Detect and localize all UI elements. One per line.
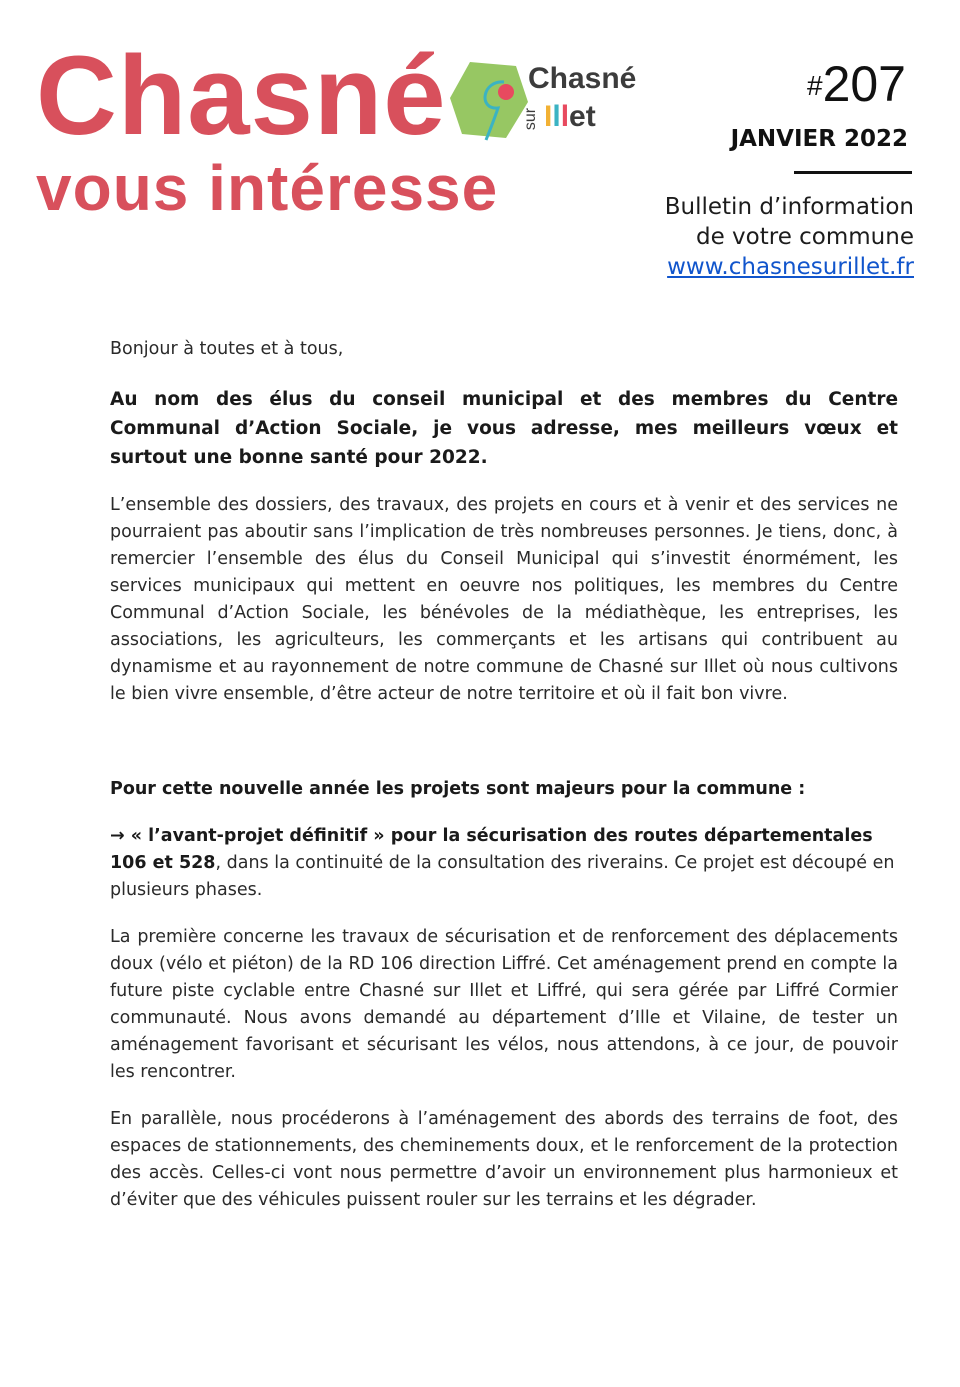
header-divider bbox=[794, 171, 912, 174]
masthead-title bbox=[36, 33, 499, 224]
bulletin-header bbox=[0, 0, 960, 300]
logo-letter: t bbox=[585, 100, 596, 133]
logo-letter: e bbox=[569, 100, 586, 133]
logo-word-illet bbox=[544, 100, 596, 134]
issue-number-value: 207 bbox=[822, 56, 906, 112]
hexagon-logo-icon bbox=[448, 58, 530, 144]
issue-date: JANVIER 2022 bbox=[730, 126, 908, 152]
logo-letter: l bbox=[552, 100, 561, 133]
tagline bbox=[665, 192, 914, 282]
bulletin-body bbox=[110, 336, 898, 1234]
project-item-1-rest: , dans la continuité de la consultation des riverains. Ce projet est découpé en plusieurs phases. bbox=[110, 853, 895, 900]
masthead-line-1: Chasné bbox=[36, 33, 447, 158]
projects-heading: Pour cette nouvelle année les projets sont majeurs pour la commune : bbox=[110, 779, 806, 799]
website-link[interactable]: www.chasnesurillet.fr bbox=[667, 254, 914, 280]
logo-word-chasne: Chasné bbox=[528, 62, 637, 95]
project-item-1-bold: → « l’avant-projet définitif » pour la sécurisation des routes départementales 106 et 528 bbox=[110, 826, 873, 873]
tagline-line-1: Bulletin d’information bbox=[664, 194, 914, 220]
issue-prefix: # bbox=[806, 70, 823, 101]
logo-word-sur: sur bbox=[522, 107, 540, 131]
masthead-line-2: vous intéresse bbox=[36, 152, 499, 224]
issue-number bbox=[807, 56, 906, 112]
project-item-1 bbox=[110, 823, 898, 904]
phase-one-paragraph: La première concerne les travaux de sécurisation et de renforcement des déplacements doux (vélo et piéton) de la RD 106 direction Liffré. Cet aménagement prend en compte la future piste cyclable entre Chasné sur Illet et Liffré, qui sera gérée par Liffré Cormier communauté. Nous avons demandé au département d’Ille et Vilaine, de tester un aménagement favorisant et sécurisant les vélos, nous attendons, à ce jour, de pouvoir les rencontrer. bbox=[110, 927, 898, 1082]
lead-paragraph: Au nom des élus du conseil municipal et des membres du Centre Communal d’Action Sociale, je vous adresse, mes meilleurs vœux et surtout une bonne santé pour 2022. bbox=[110, 389, 898, 468]
parallel-works-paragraph: En parallèle, nous procéderons à l’aménagement des abords des terrains de foot, des espaces de stationnements, des cheminements doux, et le renforcement de la protection des accès. Celles-ci vont nous permettre d’avoir un environnement plus harmonieux et d’éviter que des véhicules puissent rouler sur les terrains et les dégrader. bbox=[110, 1109, 898, 1210]
commune-logo bbox=[448, 58, 637, 148]
greeting: Bonjour à toutes et à tous, bbox=[110, 339, 344, 359]
logo-letter: I bbox=[544, 100, 553, 133]
tagline-line-2: de votre commune bbox=[695, 224, 914, 250]
thanks-paragraph: L’ensemble des dossiers, des travaux, des projets en cours et à venir et des services ne pourraient pas aboutir sans l’implication de très nombreuses personnes. Je tiens, donc, à remercier l’ensemble des élus du Conseil Municipal qui s’investit énormément, les services municipaux qui mettent en oeuvre nos politiques, les membres du Centre Communal d’Action Sociale, les bénévoles de la médiathèque, les entreprises, les associations, les agriculteurs, les commerçants et les artisans qui contribuent au dynamisme et au rayonnement de notre commune de Chasné sur Illet où nous cultivons le bien vivre ensemble, d’être acteur de notre territoire et où il fait bon vivre. bbox=[110, 495, 898, 704]
logo-letter: l bbox=[560, 100, 570, 133]
